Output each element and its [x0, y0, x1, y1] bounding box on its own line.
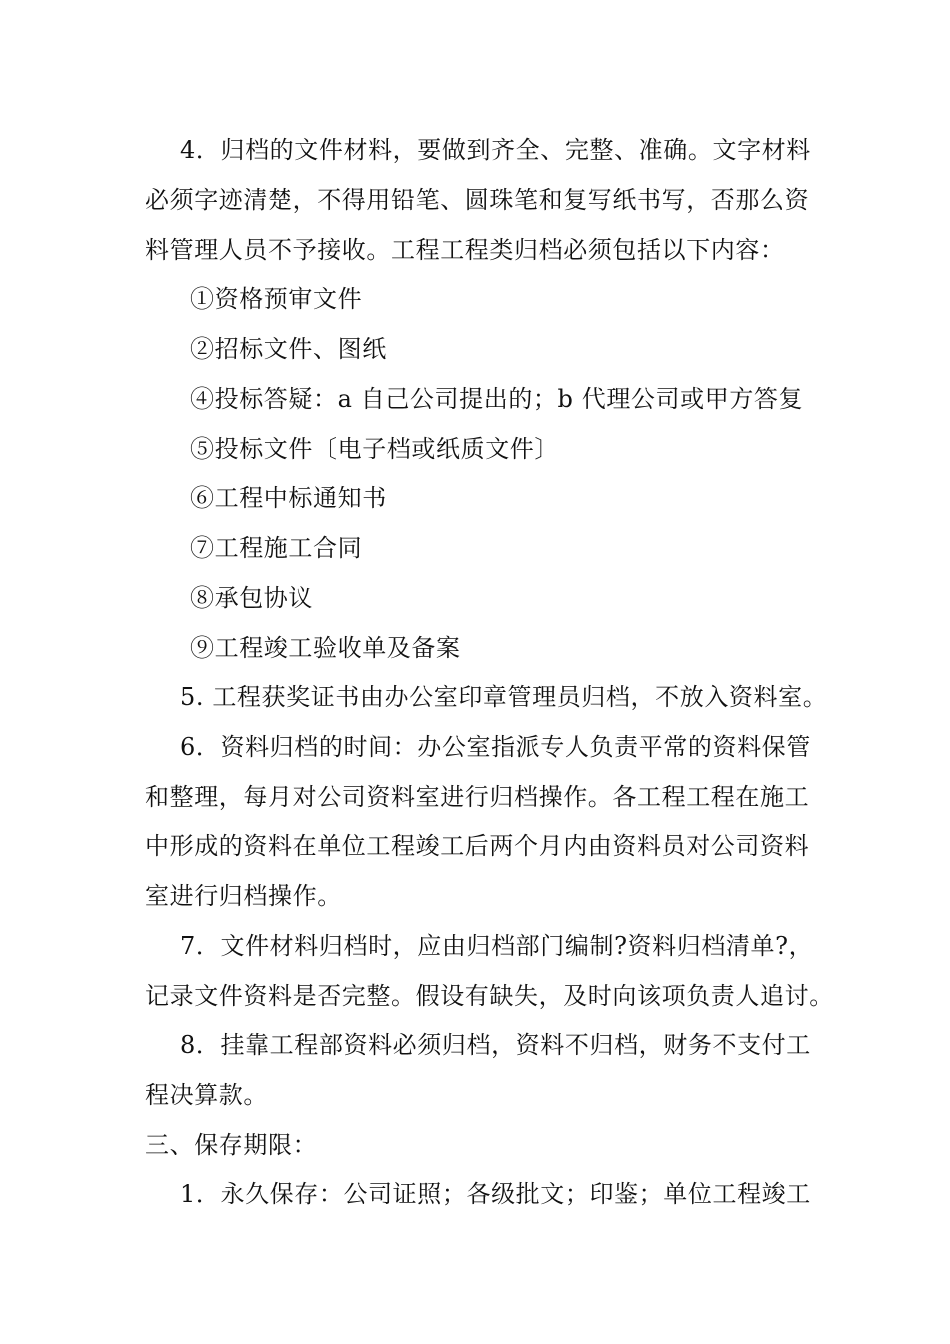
paragraph-line: 7．文件材料归档时，应由归档部门编制?资料归档清单?， [180, 932, 814, 960]
list-item: ⑧承包协议 [190, 584, 313, 612]
paragraph-line: 必须字迹清楚，不得用铅笔、圆珠笔和复写纸书写，否那么资 [145, 186, 810, 214]
paragraph-line: 6．资料归档的时间：办公室指派专人负责平常的资料保管 [180, 733, 811, 761]
list-item: ④投标答疑：a 自己公司提出的；b 代理公司或甲方答复 [190, 385, 804, 413]
list-item: ⑦工程施工合同 [190, 534, 363, 562]
list-item: ①资格预审文件 [190, 285, 363, 313]
paragraph-line: 1．永久保存：公司证照；各级批文；印鉴；单位工程竣工 [180, 1180, 811, 1208]
paragraph-line: 中形成的资料在单位工程竣工后两个月内由资料员对公司资料 [145, 832, 810, 860]
paragraph-line: 和整理，每月对公司资料室进行归档操作。各工程工程在施工 [145, 783, 810, 811]
list-item: ⑤投标文件〔电子档或纸质文件〕 [190, 435, 559, 463]
paragraph-line: 记录文件资料是否完整。假设有缺失，及时向该项负责人追讨。 [145, 982, 834, 1010]
paragraph-line: 室进行归档操作。 [145, 882, 342, 910]
paragraph-line: 料管理人员不予接收。工程工程类归档必须包括以下内容： [145, 236, 785, 264]
paragraph-line: 程决算款。 [145, 1081, 268, 1109]
list-item: ②招标文件、图纸 [190, 335, 387, 363]
list-item: ⑥工程中标通知书 [190, 484, 387, 512]
section-heading: 三、保存期限： [145, 1131, 318, 1159]
list-item: ⑨工程竣工验收单及备案 [190, 634, 461, 662]
paragraph-line: 4．归档的文件材料，要做到齐全、完整、准确。文字材料 [180, 136, 811, 164]
paragraph-line: 5. 工程获奖证书由办公室印章管理员归档，不放入资料室。 [180, 683, 828, 711]
paragraph-line: 8．挂靠工程部资料必须归档，资料不归档，财务不支付工 [180, 1031, 811, 1059]
